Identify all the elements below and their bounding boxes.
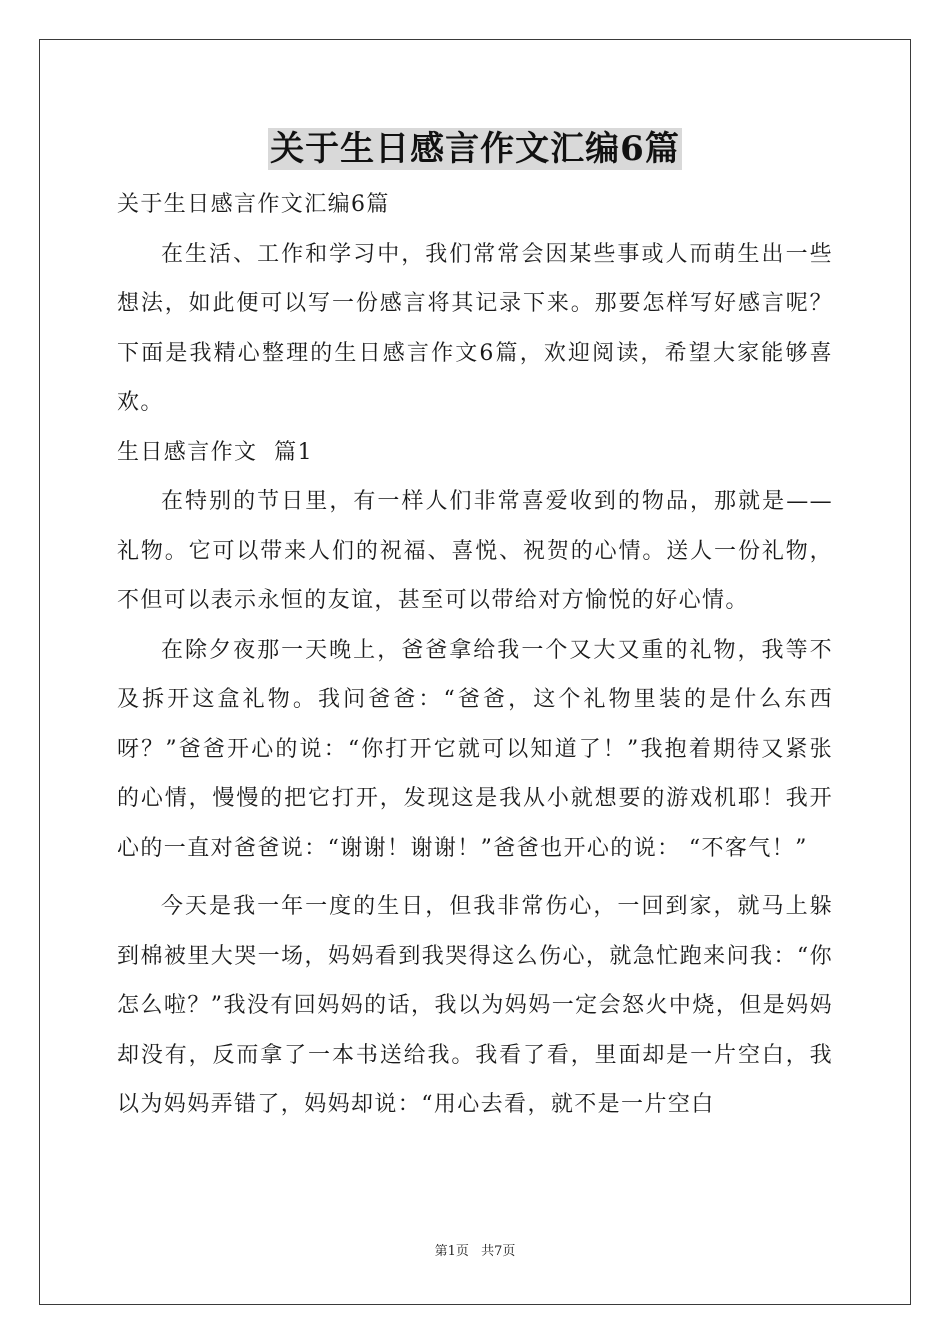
body-paragraph: 在特别的节日里，有一样人们非常喜爱收到的物品，那就是——礼物。它可以带来人们的祝福、喜悦、祝贺的心情。送人一份礼物，不但可以表示永恒的友谊，甚至可以带给对方愉悦的好心情。 xyxy=(117,489,833,613)
body-paragraph: 在除夕夜那一天晚上，爸爸拿给我一个又大又重的礼物，我等不及拆开这盒礼物。我问爸爸：“爸爸，这个礼物里装的是什么东西呀？”爸爸开心的说：“你打开它就可以知道了！”我抱着期待又紧张的心情，慢慢的把它打开，发现这是我从小就想要的游戏机耶！我开心的一直对爸爸说：“谢谢！谢谢！”爸爸也开心的说： “不客气！” xyxy=(117,637,833,861)
section-heading: 生日感言作文 篇1 xyxy=(117,439,313,465)
intro-paragraph: 在生活、工作和学习中，我们常常会因某些事或人而萌生出一些想法，如此便可以写一份感言将其记录下来。那要怎样写好感言呢？下面是我精心整理的生日感言作文6篇，欢迎阅读，希望大家能够喜欢。 xyxy=(117,241,833,415)
document-title: 关于生日感言作文汇编6篇 xyxy=(270,129,680,169)
document-body xyxy=(117,180,833,1130)
document-subtitle: 关于生日感言作文汇编6篇 xyxy=(117,192,390,217)
page-number: 第1页 xyxy=(434,1244,469,1259)
body-paragraph: 今天是我一年一度的生日，但我非常伤心，一回到家，就马上躲到棉被里大哭一场，妈妈看到我哭得这么伤心，就急忙跑来问我：“你怎么啦？”我没有回妈妈的话，我以为妈妈一定会怒火中烧，但是妈妈却没有，反而拿了一本书送给我。我看了看，里面却是一片空白，我以为妈妈弄错了，妈妈却说：“用心去看，就不是一片空白 xyxy=(117,894,833,1117)
page-total: 共7页 xyxy=(481,1244,516,1259)
page-footer xyxy=(0,1240,950,1259)
title-area xyxy=(0,128,950,170)
